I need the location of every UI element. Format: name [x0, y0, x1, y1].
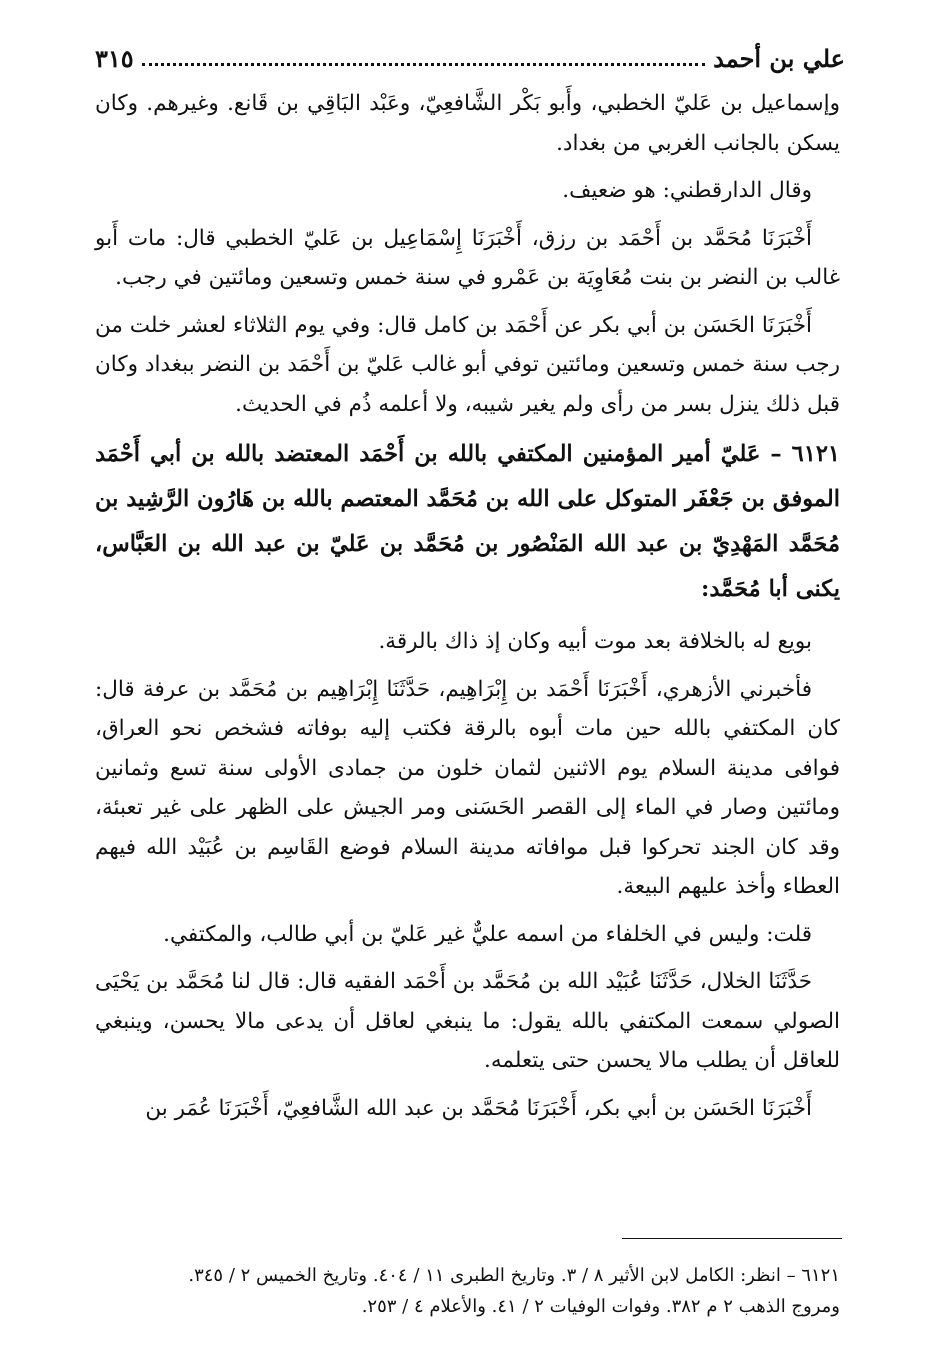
footnotes: [95, 1260, 840, 1322]
footnote-line: ٦١٢١ – انظر: الكامل لابن الأثير ٨ / ٣. وتاريخ الطبرى ١١ / ٤٠٤. وتاريخ الخميس ٢ / ٣٤٥.: [188, 1265, 840, 1286]
header-dot-leader: [142, 51, 705, 66]
page-header: [95, 38, 845, 78]
paragraph: وقال الدارقطني: هو ضعيف.: [562, 178, 812, 203]
paragraph: أَخْبَرَنَا الحَسَن بن أبي بكر عن أَحْمَد بن كامل قال: وفي يوم الثلاثاء لعشر خلت من رجب سنة خمس وتسعين ومائتين توفي أبو غالب عَليّ بن أَحْمَد بن النضر ببغداد وكان قبل ذلك ينزل بسر من رأى ولم يغير شيبه، ولا أعلمه ذُم في الحديث.: [95, 312, 840, 417]
paragraph: وإسماعيل بن عَليّ الخطبي، وأَبو بَكْر الشَّافعِيّ، وعَبْد البَاقِي بن قَانع. وغيرهم. وكان يسكن بالجانب الغربي من بغداد.: [95, 91, 840, 156]
main-text: [95, 84, 840, 1136]
running-title: علي بن أحمد: [713, 43, 845, 73]
paragraph: أَخْبَرَنَا مُحَمَّد بن أَحْمَد بن رزق، أَخْبَرَنَا إِسْمَاعِيل بن عَليّ الخطبي قال: مات أَبو غالب بن النضر بن بنت مُعَاوِيَة بن عَمْرو في سنة خمس وتسعين ومائتين في رجب.: [95, 225, 840, 290]
paragraph: فأخبرني الأزهري، أَخْبَرَنَا أَحْمَد بن إِبْرَاهِيم، حَدَّثَنَا إِبْرَاهِيم بن مُحَمَّد بن عرفة قال: كان المكتفي بالله حين مات أبوه بالرقة فكتب إليه بوفاته فشخص نحو العراق، فوافى مدينة السلام يوم الاثنين لثمان خلون من جمادى الأولى سنة تسع وثمانين ومائتين وصار في الماء إلى القصر الحَسَنى ومر الجيش على الظهر على غير تعبئة، وقد كان الجند تحركوا قبل موافاته مدينة السلام فوضع القَاسِم بن عُبَيْد الله فيهم العطاء وأخذ عليهم البيعة.: [95, 676, 840, 899]
entry-heading: ٦١٢١ – عَليّ أمير المؤمنين المكتفي بالله بن أَحْمَد المعتضد بالله بن أبي أَحْمَد الموفق بن جَعْفَر المتوكل على الله بن مُحَمَّد المعتصم بالله بن هَارُون الرَّشِيد بن مُحَمَّد المَهْدِيّ بن عبد الله المَنْصُور بن مُحَمَّد بن عَليّ بن عبد الله بن العَبَّاس، يكنى أبا مُحَمَّد:: [95, 441, 840, 602]
footnote-line: ومروج الذهب ٢ م ٣٨٢. وفوات الوفيات ٢ / ٤١. والأعلام ٤ / ٢٥٣.: [361, 1296, 840, 1317]
paragraph: بويع له بالخلافة بعد موت أبيه وكان إذ ذاك بالرقة.: [378, 629, 812, 654]
paragraph: حَدَّثَنَا الخلال، حَدَّثَنَا عُبَيْد الله بن مُحَمَّد بن أَحْمَد الفقيه قال: قال لنا مُحَمَّد بن يَحْيَى الصولي سمعت المكتفي بالله يقول: ما ينبغي لعاقل أن يدعى مالا يحسن، وينبغي للعاقل أن يطلب مالا يحسن حتى يتعلمه.: [95, 969, 840, 1073]
page-number: ٣١٥: [95, 43, 134, 73]
paragraph: قلت: وليس في الخلفاء من اسمه عليٌّ غير عَليّ بن أبي طالب، والمكتفي.: [163, 921, 812, 947]
paragraph: أَخْبَرَنَا الحَسَن بن أبي بكر، أَخْبَرَنَا مُحَمَّد بن عبد الله الشَّافعِيّ، أَخْبَرَنَا عُمَر بن: [145, 1095, 812, 1121]
footnote-separator: [622, 1238, 842, 1239]
